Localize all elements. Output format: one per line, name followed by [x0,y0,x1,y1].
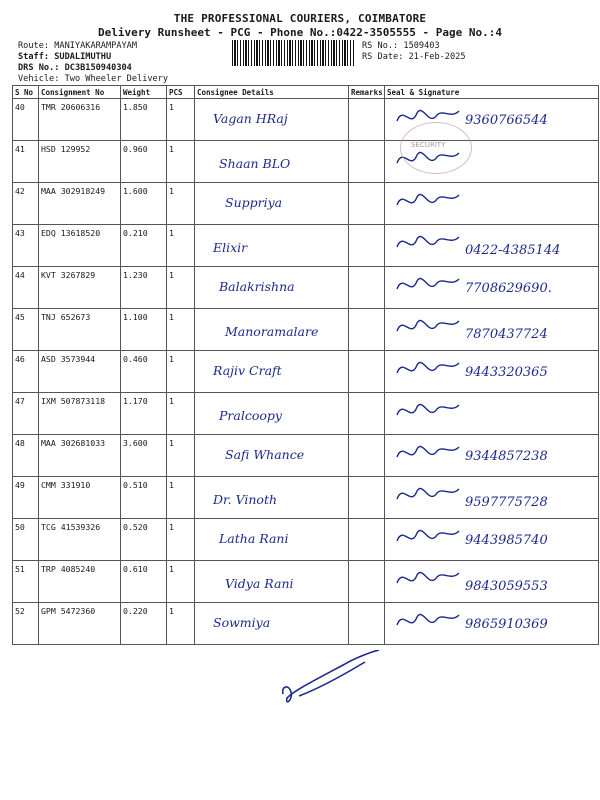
staff-value: SUDALIMUTHU [54,52,112,62]
table-row [13,393,599,435]
cell-remarks [349,225,385,267]
cell-consignment-no: GPM 5472360 [39,603,121,645]
staff-line: Staff: SUDALIMUTHU [18,52,112,62]
phone-handwritten: 9865910369 [465,617,548,632]
table-row [13,603,599,645]
cell-sno: 41 [13,141,39,183]
consignee-handwritten-name: Balakrishna [219,279,295,294]
cell-signature [385,435,599,477]
cell-sno: 47 [13,393,39,435]
cell-pcs: 1 [167,309,195,351]
col-header-sno: S No [13,86,39,99]
consignee-handwritten-name: Pralcoopy [219,408,282,423]
cell-consignment-no: ASD 3573944 [39,351,121,393]
cell-sno: 42 [13,183,39,225]
cell-consignee [195,435,349,477]
signature-scrawl [393,563,463,595]
phone-handwritten: 7708629690. [465,281,552,296]
phone-handwritten: 9360766544 [465,113,548,128]
phone-handwritten: 7870437724 [465,327,548,342]
cell-remarks [349,435,385,477]
signature-scrawl [393,521,463,553]
cell-weight: 1.100 [121,309,167,351]
vehicle-line: Vehicle: Two Wheeler Delivery [18,74,169,84]
cell-weight: 0.210 [121,225,167,267]
cell-consignment-no: TRP 4085240 [39,561,121,603]
signature-scrawl [393,437,463,469]
cell-sno: 48 [13,435,39,477]
cell-signature [385,225,599,267]
cell-remarks [349,183,385,225]
consignee-handwritten-name: Safi Whance [225,447,305,462]
company-title: THE PROFESSIONAL COURIERS, COIMBATORE [173,12,427,25]
signature-scrawl [393,479,463,511]
table-row [13,183,599,225]
cell-weight: 3.600 [121,435,167,477]
col-header-pcs: PCS [167,86,195,99]
cell-pcs: 1 [167,519,195,561]
barcode [232,40,354,66]
table-row [13,225,599,267]
cell-weight: 0.460 [121,351,167,393]
cell-consignee [195,603,349,645]
cell-signature [385,519,599,561]
phone-handwritten: 9344857238 [465,449,548,464]
cell-consignee [195,99,349,141]
cell-consignee [195,309,349,351]
rs-date-value: 21-Feb-2025 [408,52,466,62]
table-row [13,309,599,351]
signature-scrawl [393,395,463,427]
consignee-handwritten-name: Latha Rani [219,531,289,546]
signature-scrawl [393,227,463,259]
consignee-handwritten-name: Suppriya [225,195,283,210]
consignee-handwritten-name: Vagan HRaj [213,111,288,126]
cell-pcs: 1 [167,561,195,603]
cell-pcs: 1 [167,603,195,645]
table-header-row [13,86,599,99]
cell-consignee [195,561,349,603]
bottom-signature-scrawl [275,650,385,720]
cell-remarks [349,99,385,141]
cell-remarks [349,561,385,603]
route-value: MANIYAKARAMPAYAM [54,41,138,51]
cell-signature [385,267,599,309]
signature-scrawl [393,353,463,385]
cell-consignee [195,351,349,393]
cell-sno: 52 [13,603,39,645]
consignee-handwritten-name: Manoramalare [225,324,319,339]
consignee-handwritten-name: Rajiv Craft [213,363,282,378]
table-row [13,99,599,141]
runsheet-table [12,85,599,645]
cell-consignment-no: TCG 41539326 [39,519,121,561]
cell-weight: 0.960 [121,141,167,183]
col-header-consignment: Consignment No [39,86,121,99]
cell-consignment-no: MAA 302681033 [39,435,121,477]
cell-pcs: 1 [167,267,195,309]
cell-pcs: 1 [167,141,195,183]
rs-no-value: 1509403 [403,41,440,51]
cell-remarks [349,519,385,561]
security-stamp: SECURITY [400,122,472,174]
consignee-handwritten-name: Shaan BLO [219,156,291,171]
cell-consignment-no: KVT 3267829 [39,267,121,309]
consignee-handwritten-name: Dr. Vinoth [213,492,278,507]
table-row [13,561,599,603]
consignee-handwritten-name: Elixir [213,240,248,255]
cell-signature [385,183,599,225]
cell-sno: 44 [13,267,39,309]
consignee-handwritten-name: Vidya Rani [225,576,294,591]
phone-handwritten: 9443985740 [465,533,548,548]
phone-handwritten: 0422-4385144 [465,243,561,258]
table-row [13,435,599,477]
col-header-signature: Seal & Signature [385,86,599,99]
cell-weight: 1.600 [121,183,167,225]
phone-handwritten: 9443320365 [465,365,548,380]
cell-consignee [195,183,349,225]
cell-consignment-no: TNJ 652673 [39,309,121,351]
cell-sno: 51 [13,561,39,603]
cell-pcs: 1 [167,351,195,393]
route-line: Route: MANIYAKARAMPAYAM [18,41,138,51]
cell-sno: 43 [13,225,39,267]
cell-pcs: 1 [167,183,195,225]
cell-weight: 1.230 [121,267,167,309]
cell-signature [385,603,599,645]
consignee-handwritten-name: Sowmiya [213,615,271,630]
table-row [13,141,599,183]
cell-weight: 0.520 [121,519,167,561]
cell-pcs: 1 [167,393,195,435]
cell-consignment-no: IXM 507873118 [39,393,121,435]
cell-remarks [349,141,385,183]
cell-weight: 1.170 [121,393,167,435]
cell-consignee [195,141,349,183]
cell-consignment-no: CMM 331910 [39,477,121,519]
cell-remarks [349,603,385,645]
vehicle-value: Two Wheeler Delivery [64,74,169,84]
cell-consignee [195,477,349,519]
runsheet-subtitle: Delivery Runsheet - PCG - Phone No.:0422-3505555 - Page No.:4 [98,26,502,39]
cell-sno: 50 [13,519,39,561]
cell-remarks [349,309,385,351]
cell-weight: 0.610 [121,561,167,603]
cell-consignment-no: HSD 129952 [39,141,121,183]
cell-consignment-no: MAA 302918249 [39,183,121,225]
cell-sno: 45 [13,309,39,351]
cell-consignee [195,267,349,309]
cell-signature [385,309,599,351]
cell-weight: 1.850 [121,99,167,141]
col-header-consignee: Consignee Details [195,86,349,99]
table-row [13,477,599,519]
col-header-weight: Weight [121,86,167,99]
signature-scrawl [393,311,463,343]
signature-scrawl [393,605,463,637]
rs-date-line: RS Date: 21-Feb-2025 [362,52,466,62]
signature-scrawl [393,269,463,301]
cell-consignee [195,519,349,561]
cell-consignee [195,393,349,435]
cell-signature [385,477,599,519]
phone-handwritten: 9597775728 [465,495,548,510]
drs-line: DRS No.: DC3B150940304 [18,63,132,73]
cell-pcs: 1 [167,99,195,141]
cell-pcs: 1 [167,477,195,519]
cell-remarks [349,267,385,309]
cell-pcs: 1 [167,225,195,267]
cell-remarks [349,393,385,435]
cell-consignment-no: TMR 20606316 [39,99,121,141]
signature-scrawl [393,185,463,217]
col-header-remarks: Remarks [349,86,385,99]
drs-value: DC3B150940304 [64,63,132,73]
cell-sno: 40 [13,99,39,141]
cell-consignment-no: EDQ 13618520 [39,225,121,267]
cell-consignee [195,225,349,267]
phone-handwritten: 9843059553 [465,579,548,594]
cell-weight: 0.510 [121,477,167,519]
rs-no-line: RS No.: 1509403 [362,41,440,51]
cell-remarks [349,477,385,519]
cell-weight: 0.220 [121,603,167,645]
cell-signature [385,393,599,435]
table-row [13,267,599,309]
cell-signature [385,561,599,603]
cell-sno: 46 [13,351,39,393]
cell-remarks [349,351,385,393]
table-row [13,351,599,393]
table-row [13,519,599,561]
cell-sno: 49 [13,477,39,519]
cell-signature [385,351,599,393]
cell-pcs: 1 [167,435,195,477]
